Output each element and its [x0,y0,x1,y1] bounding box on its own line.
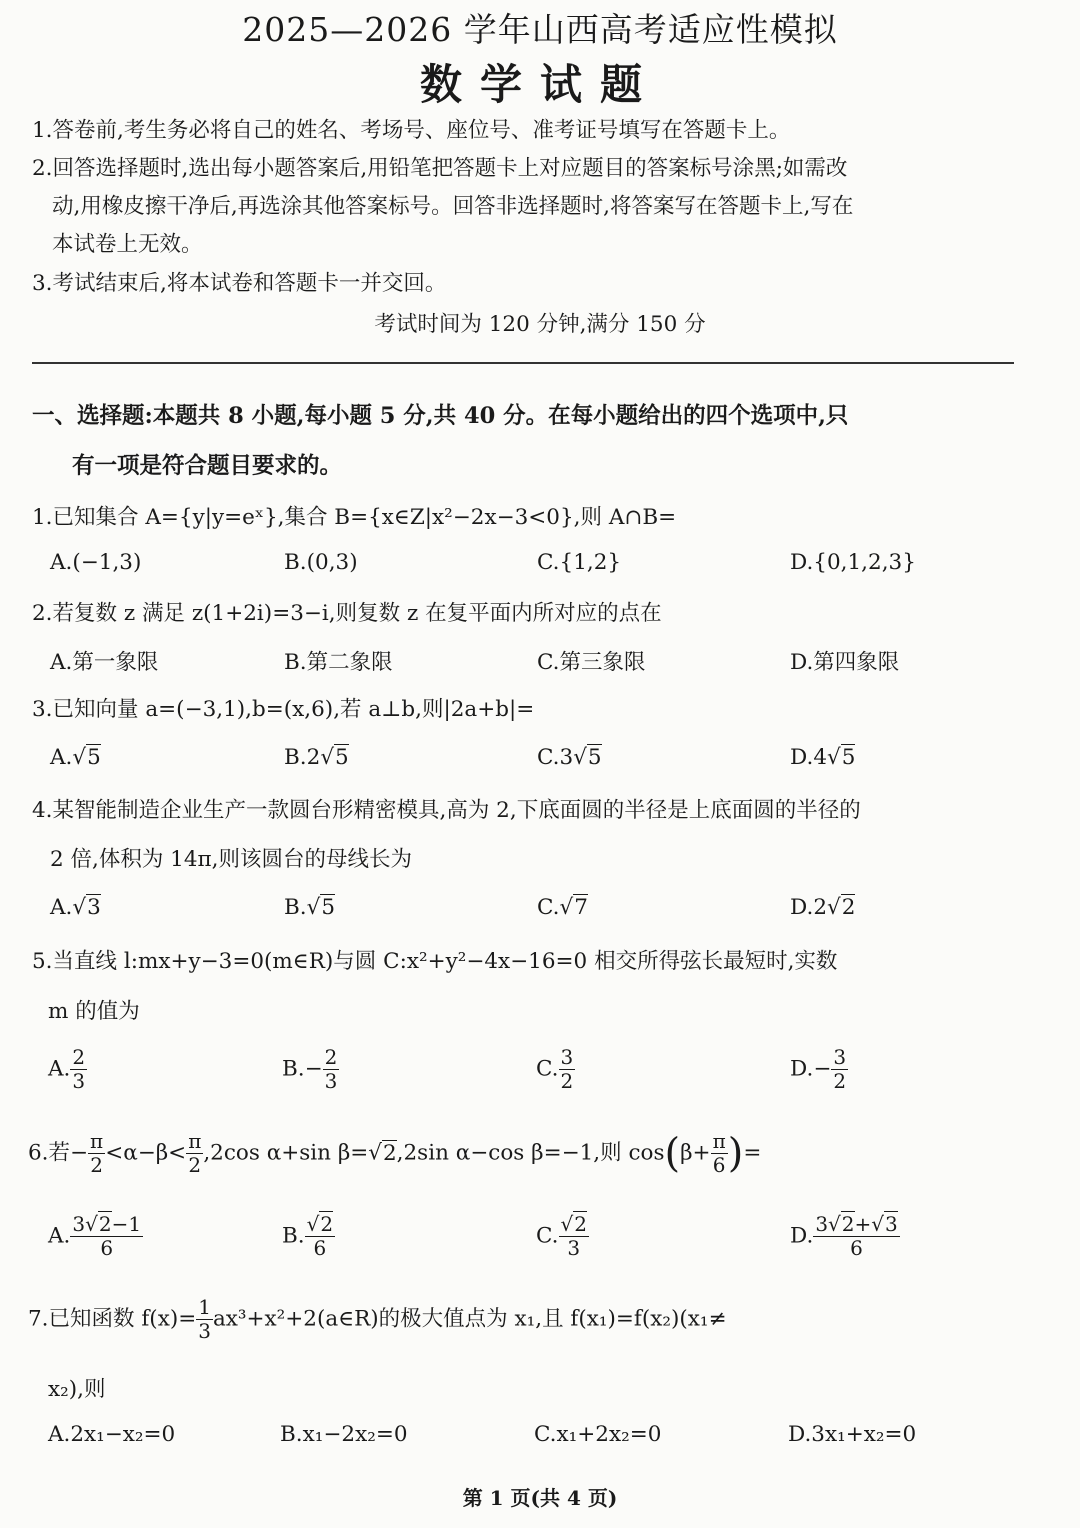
q7-option-d: D.3x₁+x₂=0 [788,1422,917,1447]
radicand: 5 [587,745,602,770]
q6-option-d [790,1213,900,1260]
denominator: 6 [712,1153,726,1177]
section-heading: 一、选择题:本题共 8 小题,每小题 5 分,共 40 分。在每小题给出的四个选项中,只 [32,403,849,429]
numerator: √2 [306,1212,334,1236]
denominator: 3 [324,1069,338,1093]
option-letter: A. [50,895,73,920]
radicand: 3 [87,895,101,920]
q3-option-b: B.2√5 [284,745,349,770]
operator: + [854,1212,872,1236]
instruction-2 [32,150,847,188]
radicand: 2 [841,1212,855,1236]
numerator: 1 [198,1295,211,1319]
stem-text: 7.已知函数 f(x)= [28,1306,197,1332]
option-letter: D. [790,1223,814,1249]
q4-option-c: C.√7 [537,895,588,920]
question-7-stem [28,1296,727,1343]
instruction-2-line2: 动,用橡皮擦干净后,再选涂其他答案标号。回答非选择题时,将答案写在答题卡上,写在 [52,194,854,219]
instruction-1 [32,112,790,150]
question-1-stem: 1.已知集合 A={y|y=eˣ},集合 B={x∈Z|x²−2x−3<0},则 A∩B= [32,505,677,530]
denominator: 6 [850,1236,863,1260]
fraction [196,1296,213,1343]
fraction [70,1213,143,1260]
denominator: 3 [567,1236,581,1260]
radicand: 3 [885,1212,898,1236]
option-letter: D. [790,895,814,920]
numerator: 3√2−1 [72,1212,142,1236]
q5-option-a [48,1046,87,1093]
option-letter: C. [536,1056,559,1082]
question-6-stem: 6.若− $\frac{\pi}{2}$ <α−β< $\frac{\pi}{2}$ ,2cos α+sin β=√2,2sin α−cos β=−1,则 cos(β+ $\frac{\pi}{6}$ )= [28,1129,762,1177]
subject-title: 数学试题 [419,60,660,109]
q5-option-b [282,1046,339,1093]
question-5-stem: 5.当直线 l:mx+y−3=0(m∈R)与圆 C:x²+y²−4x−16=0 相交所得弦长最短时,实数 [32,949,838,974]
option-letter: D. [790,1056,814,1082]
page-number: 第 1 页(共 4 页) [462,1486,618,1510]
stem-text: = [743,1140,762,1166]
option-letter: C. [537,895,560,920]
radicand: 2 [841,895,856,920]
radicand: 2 [98,1212,112,1236]
coefficient: 2 [306,745,321,770]
question-7-stem-line2: x₂),则 [48,1377,106,1402]
denominator: 6 [313,1236,327,1260]
question-4-stem: 4.某智能制造企业生产一款圆台形精密模具,高为 2,下底面圆的半径是上底面圆的半径的 [32,798,861,823]
q7-option-b: B.x₁−2x₂=0 [280,1422,408,1447]
numerator: π [90,1129,104,1153]
coefficient: 4 [813,745,827,770]
instruction-3 [32,265,446,303]
q7-option-c: C.x₁+2x₂=0 [534,1422,662,1447]
coefficient: 2 [813,895,827,920]
question-4-stem-line2: 2 倍,体积为 14π,则该圆台的母线长为 [50,847,413,872]
fraction [559,1213,589,1260]
fraction [186,1130,203,1177]
denominator: 2 [833,1069,847,1093]
question-2-stem: 2.若复数 z 满足 z(1+2i)=3−i,则复数 z 在复平面内所对应的点在 [32,601,662,626]
q3-option-c: C.3√5 [537,745,602,770]
exam-title: 2025—2026 学年山西高考适应性模拟 [242,10,838,49]
option-letter: B. [282,1223,305,1249]
fraction [711,1130,728,1177]
instruction-number: 2. [32,156,53,181]
q1-option-b: B.(0,3) [284,550,358,575]
option-letter: A. [48,1223,71,1249]
q7-option-a: A.2x₁−x₂=0 [48,1422,176,1447]
instruction-number: 3. [32,271,53,296]
q4-option-a: A.√3 [50,895,101,920]
q4-option-b: B.√5 [284,895,336,920]
section-heading-line2: 有一项是符合题目要求的。 [72,453,343,479]
q6-option-a [48,1213,143,1260]
exam-info: 考试时间为 120 分钟,满分 150 分 [374,312,706,337]
fraction [831,1046,848,1093]
option-letter: A. [50,745,73,770]
stem-text: β+ [680,1140,711,1166]
radicand: 2 [574,1212,588,1236]
numerator: 3 [833,1045,847,1069]
radicand: 5 [841,745,856,770]
numerator: 2 [324,1045,338,1069]
divider [32,362,1014,364]
option-letter: C. [536,1223,559,1249]
radicand: 5 [335,745,349,770]
option-letter: A. [48,1056,71,1082]
fraction [559,1046,576,1093]
coefficient: 3 [559,745,574,770]
q1-option-c: C.{1,2} [537,550,622,575]
left-paren: ( [664,1130,681,1177]
q2-option-b: B.第二象限 [284,650,393,675]
denominator: 2 [90,1153,103,1177]
sign: − [813,1056,832,1082]
option-letter: D. [790,745,814,770]
stem-text: <α−β< [105,1140,187,1166]
fraction [88,1130,105,1177]
denominator: 2 [560,1069,574,1093]
q2-option-d: D.第四象限 [790,650,900,675]
instruction-text: 回答选择题时,选出每小题答案后,用铅笔把答题卡上对应题目的答案标号涂黑;如需改 [52,156,848,181]
stem-text: ,2sin α−cos β=−1,则 cos [396,1140,665,1166]
denominator: 2 [188,1153,202,1177]
radicand: 5 [321,895,336,920]
q1-option-a: A.(−1,3) [50,550,142,575]
coefficient: 3 [72,1212,86,1236]
q3-option-d: D.4√5 [790,745,856,770]
instruction-text: 考试结束后,将本试卷和答题卡一并交回。 [52,271,447,296]
numerator: 3 [560,1045,574,1069]
instruction-text: 答卷前,考生务必将自己的姓名、考场号、座位号、准考证号填写在答题卡上。 [52,118,791,143]
numerator: √2 [560,1212,588,1236]
q5-option-d [790,1046,848,1093]
q6-option-b [282,1213,335,1260]
numerator: π [712,1129,726,1153]
q3-option-a: A.√5 [50,745,101,770]
numerator: π [188,1129,202,1153]
radicand: 7 [574,895,588,920]
option-letter: B. [284,895,307,920]
q1-option-d: D.{0,1,2,3} [790,550,916,575]
radicand: 5 [87,745,101,770]
denominator: 3 [72,1069,86,1093]
stem-text: 6.若− [28,1140,89,1166]
fraction [813,1213,899,1260]
question-5-stem-line2: m 的值为 [48,999,140,1024]
q4-option-d: D.2√2 [790,895,856,920]
fraction [70,1046,87,1093]
denominator: 6 [100,1236,114,1260]
question-3-stem: 3.已知向量 a=(−3,1),b=(x,6),若 a⊥b,则|2a+b|= [32,697,535,722]
right-paren: ) [727,1130,744,1177]
q5-option-c [536,1046,575,1093]
fraction [305,1213,335,1260]
option-letter: B. [282,1056,305,1082]
term: −1 [111,1212,142,1236]
fraction [323,1046,340,1093]
option-letter: C. [537,745,560,770]
coefficient: 3 [815,1212,829,1236]
q6-option-c [536,1213,589,1260]
numerator: 3√2+√3 [815,1212,898,1236]
q2-option-c: C.第三象限 [537,650,646,675]
stem-text: ax³+x²+2(a∈R)的极大值点为 x₁,且 f(x₁)=f(x₂)(x₁≠ [212,1306,727,1332]
radicand: 2 [382,1140,397,1166]
radicand: 2 [320,1212,334,1236]
instruction-2-line3: 本试卷上无效。 [52,232,203,257]
instruction-number: 1. [32,118,53,143]
sign: − [304,1056,323,1082]
option-letter: B. [284,745,307,770]
stem-text: ,2cos α+sin β= [203,1140,369,1166]
q2-option-a: A.第一象限 [50,650,159,675]
denominator: 3 [198,1319,211,1343]
numerator: 2 [72,1045,86,1069]
